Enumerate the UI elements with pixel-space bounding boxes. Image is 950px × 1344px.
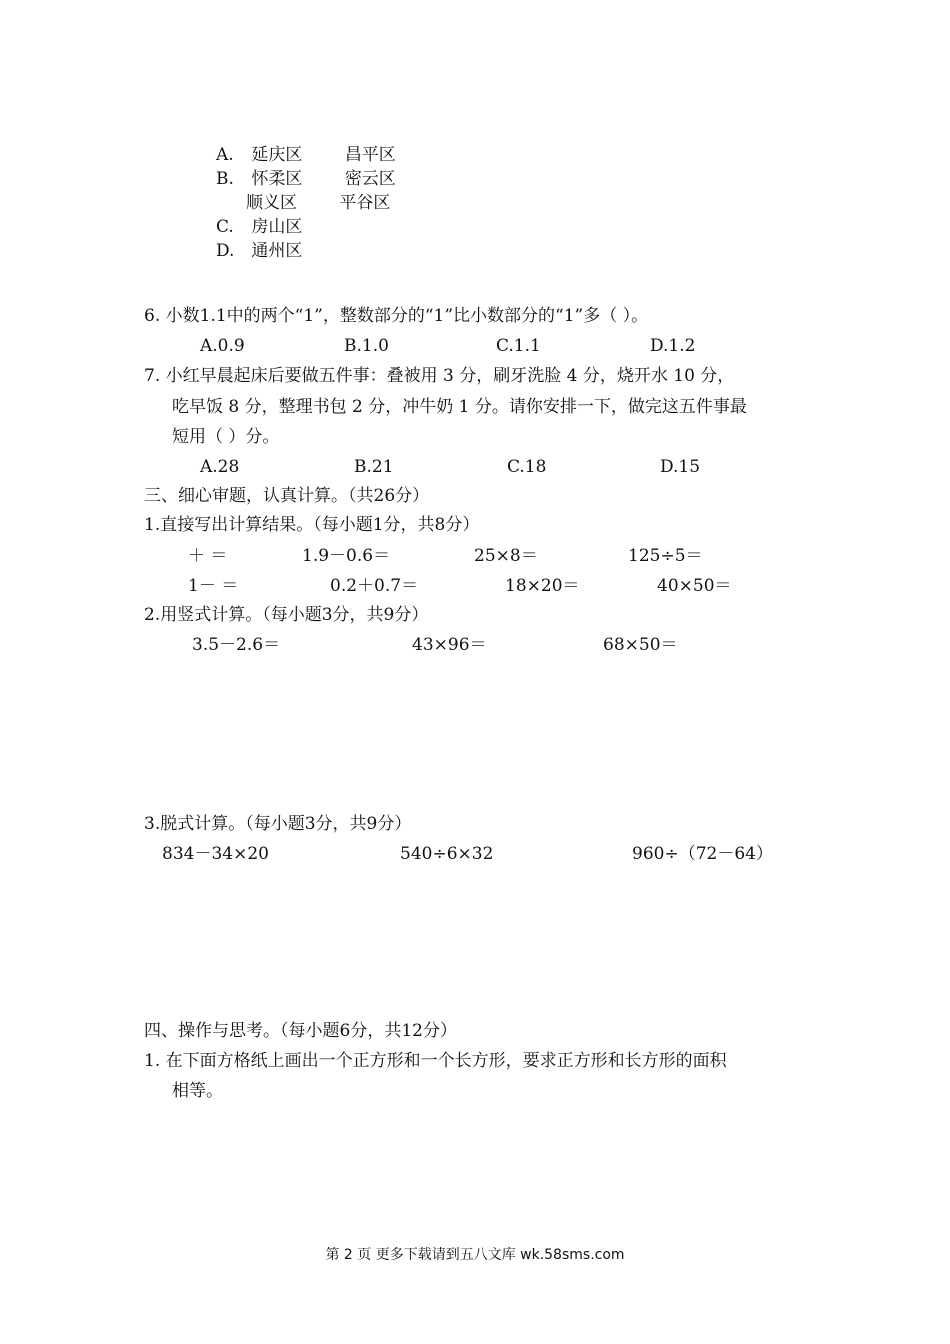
q6-choice-a: A.0.9 (200, 336, 245, 356)
q7-choice-d: D.15 (660, 457, 701, 477)
option-text: 平谷区 (339, 193, 391, 213)
q7-choice-b: B.21 (354, 457, 394, 477)
option-label: C. (216, 217, 234, 237)
option-text: 通州区 (251, 241, 303, 261)
option-text: 密云区 (344, 169, 396, 189)
option-a (216, 144, 396, 166)
q7-choice-a: A.28 (200, 457, 240, 477)
option-text: 昌平区 (344, 145, 396, 165)
calc-item: 25×8＝ (474, 546, 538, 566)
q6-choice-c: C.1.1 (496, 336, 541, 356)
option-b (216, 168, 396, 190)
option-text: 延庆区 (251, 145, 303, 165)
calc-item: 18×20＝ (505, 576, 580, 596)
q7-choice-c: C.18 (507, 457, 547, 477)
section-4-question-1-line-1: 1. 在下面方格纸上画出一个正方形和一个长方形，要求正方形和长方形的面积 (144, 1051, 727, 1071)
calc-item: 40×50＝ (657, 576, 732, 596)
calc-item: ＋ ＝ (188, 546, 228, 566)
page-footer: 第 2 页 更多下载请到五八文库 wk.58sms.com (325, 1247, 625, 1263)
option-label: B. (216, 169, 234, 189)
option-c (216, 216, 302, 238)
section-4-question-1-line-2: 相等。 (172, 1081, 223, 1101)
section-3-title: 三、细心审题，认真计算。（共26分） (144, 486, 430, 506)
option-text: 房山区 (251, 217, 303, 237)
q6-choice-b: B.1.0 (344, 336, 389, 356)
calc-item: 1－ ＝ (188, 576, 239, 596)
question-7-line-1: 7. 小红早晨起床后要做五件事：叠被用 3 分，刷牙洗脸 4 分，烧开水 10 分， (144, 366, 735, 386)
option-d (216, 240, 302, 262)
question-7-line-2: 吃早饭 8 分，整理书包 2 分，冲牛奶 1 分。请你安排一下，做完这五件事最 (172, 397, 747, 417)
part-1-title: 1.直接写出计算结果。（每小题1分，共8分） (144, 515, 480, 535)
section-4-title: 四、操作与思考。（每小题6分，共12分） (144, 1021, 457, 1041)
step-calc-item: 834－34×20 (162, 844, 269, 864)
calc-item: 0.2＋0.7＝ (330, 576, 419, 596)
question-7-line-3: 短用（ ）分。 (172, 427, 280, 447)
question-6-stem: 6. 小数1.1中的两个“1”，整数部分的“1”比小数部分的“1”多（ ）。 (144, 306, 649, 326)
option-label: D. (216, 241, 235, 261)
step-calc-item: 540÷6×32 (400, 844, 494, 864)
q6-choice-d: D.1.2 (650, 336, 696, 356)
option-text: 顺义区 (246, 193, 297, 213)
option-text: 怀柔区 (251, 169, 303, 189)
option-label: A. (216, 145, 234, 165)
vertical-calc-item: 3.5－2.6＝ (192, 635, 281, 655)
calc-item: 125÷5＝ (628, 546, 703, 566)
vertical-calc-item: 68×50＝ (603, 635, 678, 655)
part-2-title: 2.用竖式计算。（每小题3分，共9分） (144, 605, 429, 625)
vertical-calc-item: 43×96＝ (412, 635, 487, 655)
step-calc-item: 960÷（72－64） (632, 844, 773, 864)
part-3-title: 3.脱式计算。（每小题3分，共9分） (144, 814, 412, 834)
option-b-continued (246, 192, 390, 214)
calc-item: 1.9－0.6＝ (302, 546, 391, 566)
